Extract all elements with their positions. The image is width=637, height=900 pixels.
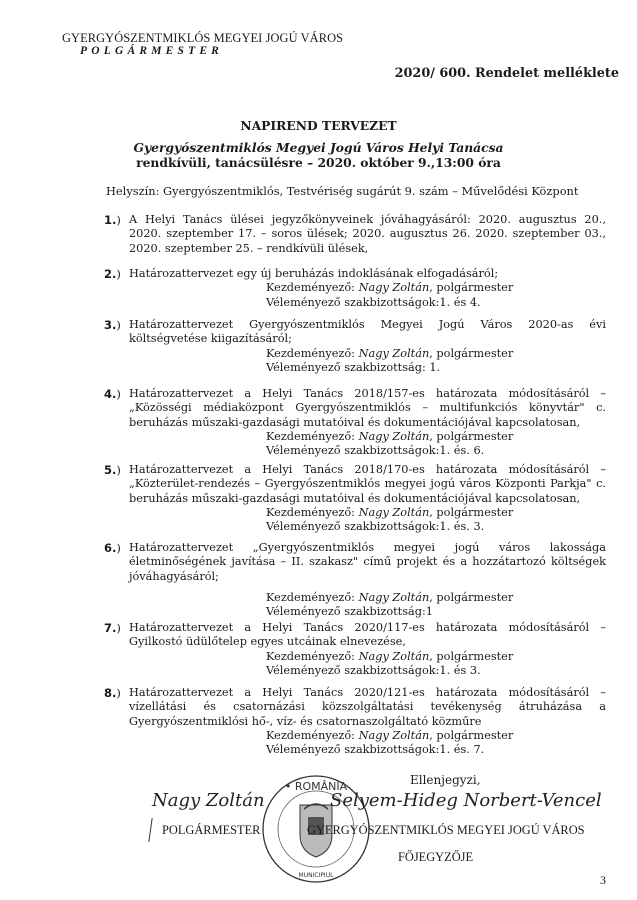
initiator: Kezdeményező: Nagy Zoltán, polgármester [266, 346, 514, 360]
document-title: NAPIREND TERVEZET [240, 118, 397, 133]
meeting-date: rendkívüli, tanácsülésre – 2020. október 9.,13:00 óra [136, 155, 501, 170]
initiator: Kezdeményező: Nagy Zoltán, polgármester [266, 649, 514, 663]
initiator: Kezdeményező: Nagy Zoltán, polgármester [266, 505, 514, 519]
initiator: Kezdeményező: Nagy Zoltán, polgármester [266, 728, 514, 742]
notary-title: FŐJEGYZŐJE [398, 850, 474, 864]
document-subtitle: Gyergyószentmiklós Megyei Jogú Város Helyi Tanácsa [133, 140, 504, 155]
signature-mark [148, 818, 152, 842]
svg-text:MUNICIPIUL: MUNICIPIUL [298, 872, 334, 879]
mayor-role: POLGÁRMESTER [162, 823, 261, 837]
item-text: Határozattervezet a Helyi Tanács 2020/121-es határozata módosításáról – vízellátási és csatornázási közszolgáltatási tevékenység átruházása a Gyergyószentmiklósi hő-, víz- és csatornaszolgáltató közműre [129, 686, 606, 728]
item-number: 4.) [104, 387, 121, 401]
committee: Véleményező szakbizottság:1 [266, 605, 433, 619]
agenda-item [104, 213, 606, 256]
agenda-item [104, 387, 606, 458]
agenda-item [104, 541, 606, 619]
initiator: Kezdeményező: Nagy Zoltán, polgármester [266, 429, 514, 443]
mayor-signature: Nagy Zoltán [152, 790, 265, 811]
item-text: A Helyi Tanács ülései jegyzőkönyveinek jóváhagyásáról: 2020. augusztus 20., 2020. szeptember 17. – soros ülések; 2020. augusztus 26. 2020. szeptember 03., 2020. szeptember 25. – rendkívüli ülések, [129, 213, 606, 255]
item-number: 5.) [104, 463, 121, 477]
item-number: 7.) [104, 621, 121, 635]
initiator: Kezdeményező: Nagy Zoltán, polgármester [266, 281, 514, 295]
svg-text:• ROMÂNIA: • ROMÂNIA [284, 780, 348, 793]
item-text: Határozattervezet „Gyergyószentmiklós megyei jogú város lakossága életminőségének javítása – II. szakasz" című projekt és a hozzátartozó költségek jóváhagyásáról; [129, 541, 606, 583]
item-text: Határozattervezet egy új beruházás indoklásának elfogadásáról; [129, 267, 499, 280]
header-city: GYERGYÓSZENTMIKLÓS MEGYEI JOGÚ VÁROS [62, 31, 344, 45]
countersign-label: Ellenjegyzi, [410, 773, 481, 787]
initiator: Kezdeményező: Nagy Zoltán, polgármester [266, 590, 514, 604]
item-number: 2.) [104, 267, 121, 281]
header-office: POLGÁRMESTER [80, 45, 224, 57]
item-number: 3.) [104, 318, 121, 332]
venue: Helyszín: Gyergyószentmiklós, Testvériség sugárút 9. szám – Művelődési Központ [106, 184, 579, 198]
item-text: Határozattervezet Gyergyószentmiklós Megyei Jogú Város 2020-as évi költségvetése kiigazításáról; [129, 318, 606, 346]
notary-role: GYERGYÓSZENTMIKLÓS MEGYEI JOGÚ VÁROS [307, 823, 585, 837]
item-text: Határozattervezet a Helyi Tanács 2020/117-es határozata módosításáról – Gyilkostó üdülőtelep egyes utcáinak elnevezése, [129, 621, 606, 649]
item-number: 8.) [104, 686, 121, 700]
agenda-item [104, 686, 606, 757]
agenda-item [104, 621, 606, 678]
agenda-item [104, 463, 606, 534]
committee: Véleményező szakbizottságok:1. és. 6. [266, 444, 485, 458]
committee: Véleményező szakbizottságok:1. és. 7. [266, 743, 485, 757]
item-text: Határozattervezet a Helyi Tanács 2018/157-es határozata módosításáról – „Közösségi médiaközpont Gyergyószentmiklós – multifunkciós könyvtár" c. beruházás műszaki-gazdasági mutatóival és dokumentációjával kapcsolatosan, [129, 387, 606, 429]
agenda-item [104, 267, 606, 310]
page-number: 3 [600, 873, 606, 887]
annex-reference: 2020/ 600. Rendelet melléklete [394, 66, 619, 81]
committee: Véleményező szakbizottságok:1. és 4. [266, 295, 481, 309]
item-number: 1.) [104, 213, 121, 227]
committee: Véleményező szakbizottságok:1. és 3. [266, 663, 481, 677]
agenda-item [104, 318, 606, 375]
committee: Véleményező szakbizottság: 1. [266, 360, 441, 374]
notary-signature: Selyem-Hideg Norbert-Vencel [330, 790, 602, 811]
item-text: Határozattervezet a Helyi Tanács 2018/170-es határozata módosításáról – „Közterület-rendezés – Gyergyószentmiklós megyei jogú város Központi Parkja" c. beruházás műszaki-gazdasági mutatóival és dokumentációjával kapcsolatosan, [129, 463, 606, 505]
committee: Véleményező szakbizottságok:1. és. 3. [266, 520, 485, 534]
item-number: 6.) [104, 541, 121, 555]
